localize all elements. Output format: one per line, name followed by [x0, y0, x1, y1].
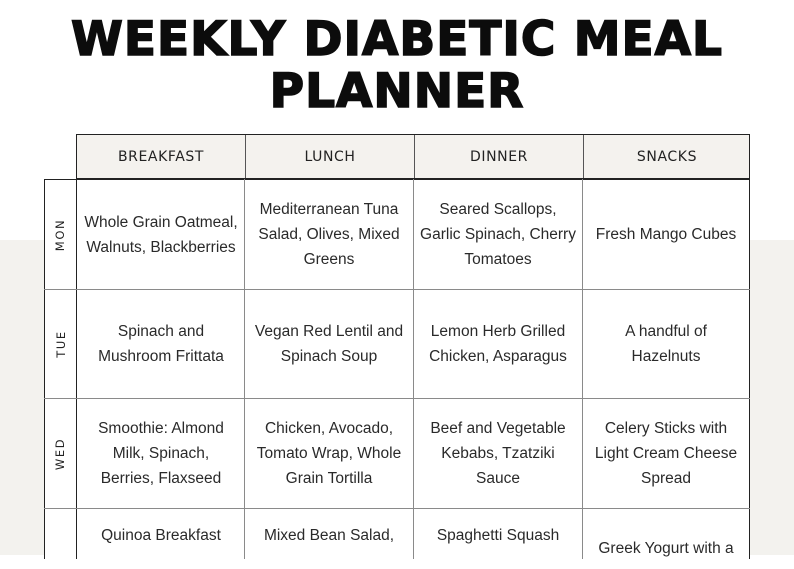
column-header-dinner: DINNER — [414, 135, 583, 178]
meal-cell-thu-snacks: Greek Yogurt with a — [598, 540, 734, 557]
meal-cell-tue-lunch: Vegan Red Lentil and Spinach Soup — [254, 323, 404, 365]
column-header-breakfast: BREAKFAST — [117, 148, 205, 165]
meal-cell-tue-breakfast: Spinach and Mushroom Frittata — [98, 323, 224, 365]
meal-cell-mon-snacks: Fresh Mango Cubes — [595, 226, 737, 243]
column-header-lunch: LUNCH — [245, 135, 414, 178]
meal-cell-tue-snacks: A handful of Hazelnuts — [625, 323, 707, 365]
column-header-row — [76, 134, 750, 179]
meal-cell-tue-dinner: Lemon Herb Grilled Chicken, Asparagus — [429, 323, 567, 365]
meal-cell-wed-snacks: Celery Sticks with Light Cream Cheese Spread — [594, 420, 738, 487]
title-line-1: WEEKLY DIABETIC MEAL — [71, 12, 723, 67]
day-label-wed: WED — [53, 437, 68, 470]
meal-cell-wed-dinner: Beef and Vegetable Kebabs, Tzatziki Sauce — [430, 420, 566, 487]
meal-cell-mon-lunch: Mediterranean Tuna Salad, Olives, Mixed Greens — [258, 201, 400, 268]
meal-cell-mon-breakfast: Whole Grain Oatmeal, Walnuts, Blackberries — [84, 213, 238, 256]
meal-cell-wed-lunch: Chicken, Avocado, Tomato Wrap, Whole Grain Tortilla — [256, 420, 402, 487]
day-label-tue: TUE — [53, 330, 68, 358]
meal-cell-wed-breakfast: Smoothie: Almond Milk, Spinach, Berries, Flaxseed — [98, 420, 224, 487]
meal-cell-thu-breakfast: Quinoa Breakfast — [101, 527, 221, 544]
meal-cell-thu-lunch: Mixed Bean Salad, — [263, 527, 395, 544]
day-label-thu — [44, 509, 77, 569]
column-header-snacks: SNACKS — [583, 135, 750, 178]
page-title — [0, 14, 794, 118]
day-label-mon: MON — [53, 218, 68, 251]
meal-cell-mon-dinner: Seared Scallops, Garlic Spinach, Cherry Tomatoes — [420, 201, 576, 268]
title-line-2: PLANNER — [269, 64, 525, 119]
meal-cell-thu-dinner: Spaghetti Squash — [436, 527, 560, 544]
